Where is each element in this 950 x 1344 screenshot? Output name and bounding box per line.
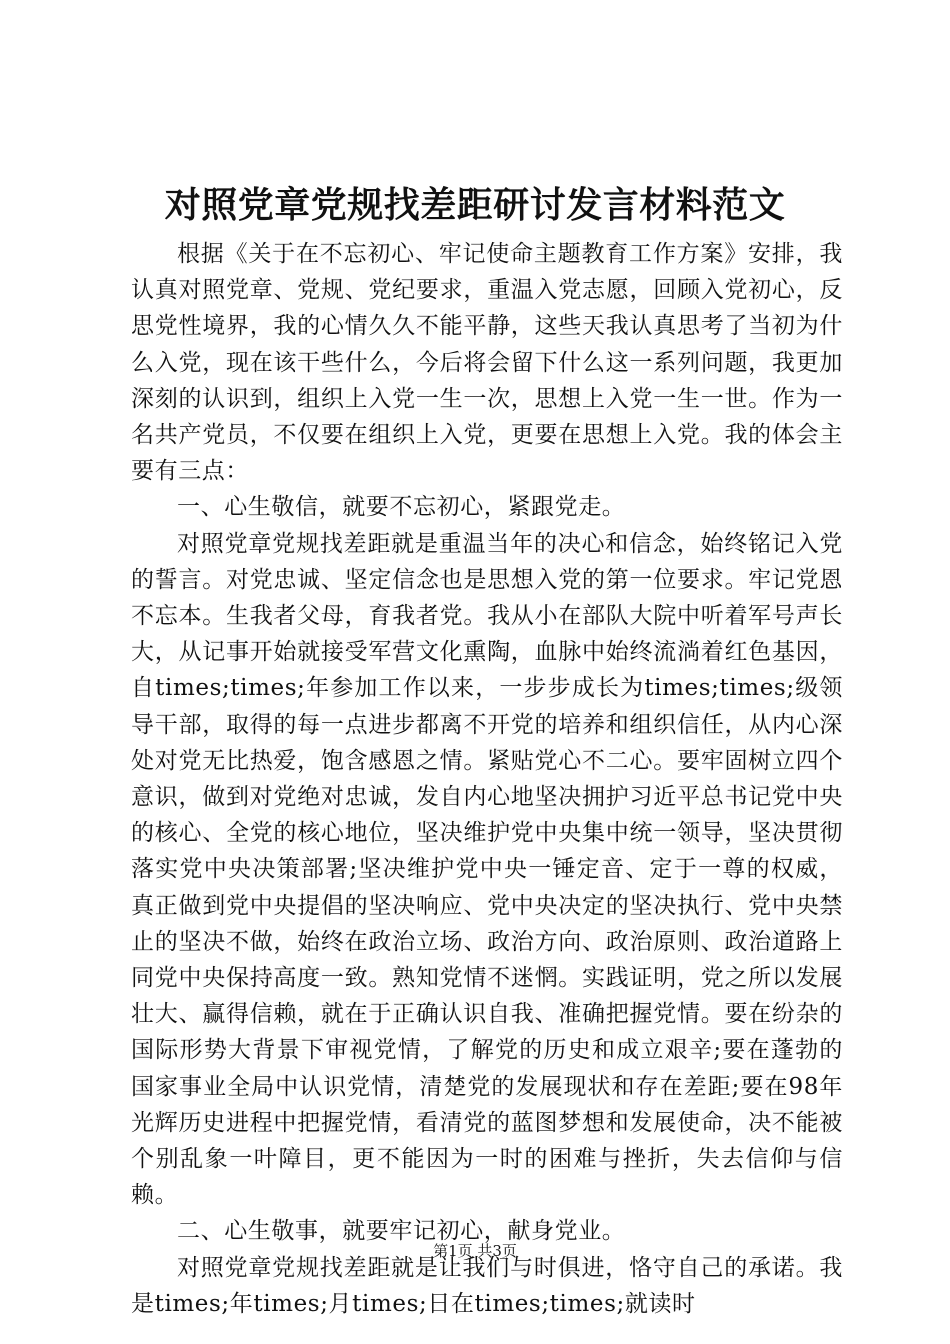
section-paragraph-1: 对照党章党规找差距就是重温当年的决心和信念，始终铭记入党的誓言。对党忠诚、坚定信念也是思想入党的第一位要求。牢记党恩不忘本。生我者父母，育我者党。我从小在部队大院中听着军号声长大，从记事开始就接受军营文化熏陶，血脉中始终流淌着红色基因，自times;times;年参加工作以来，一步步成长为times;times;级领导干部，取得的每一点进步都离不开党的培养和组织信任，从内心深处对党无比热爱，饱含感恩之情。紧贴党心不二心。要牢固树立四个意识，做到对党绝对忠诚，发自内心地坚决拥护习近平总书记党中央的核心、全党的核心地位，坚决维护党中央集中统一领导，坚决贯彻落实党中央决策部署;坚决维护党中央一锤定音、定于一尊的权威，真正做到党中央提倡的坚决响应、党中央决定的坚决执行、党中央禁止的坚决不做，始终在政治立场、政治方向、政治原则、政治道路上同党中央保持高度一致。熟知党情不迷惘。实践证明，党之所以发展壮大、赢得信赖，就在于正确认识自我、准确把握党情。要在纷杂的国际形势大背景下审视党情，了解党的历史和成立艰辛;要在蓬勃的国家事业全局中认识党情，清楚党的发展现状和存在差距;要在98年光辉历史进程中把握党情，看清党的蓝图梦想和发展使命，决不能被个别乱象一叶障目，更不能因为一时的困难与挫折，失去信仰与信赖。 bbox=[131, 530, 843, 1209]
section-heading-2: 二、心生敬事，就要牢记初心，献身党业。 bbox=[177, 1218, 626, 1245]
document-title: 对照党章党规找差距研讨发言材料范文 bbox=[164, 184, 786, 226]
page-number-footer: 第1页 共3页 bbox=[433, 1242, 517, 1260]
document-body bbox=[131, 236, 843, 1322]
section-paragraph-2: 对照党章党规找差距就是让我们与时俱进，恪守自己的承诺。我是times;年times;月times;日在times;times;就读时 bbox=[131, 1254, 843, 1317]
intro-paragraph: 根据《关于在不忘初心、牢记使命主题教育工作方案》安排，我认真对照党章、党规、党纪要求，重温入党志愿，回顾入党初心，反思党性境界，我的心情久久不能平静，这些天我认真思考了当初为什么入党，现在该干些什么，今后将会留下什么这一系列问题，我更加深刻的认识到，组织上入党一生一次，思想上入党一生一世。作为一名共产党员，不仅要在组织上入党，更要在思想上入党。我的体会主要有三点： bbox=[131, 241, 843, 485]
section-heading-1: 一、心生敬信，就要不忘初心，紧跟党走。 bbox=[177, 494, 626, 521]
